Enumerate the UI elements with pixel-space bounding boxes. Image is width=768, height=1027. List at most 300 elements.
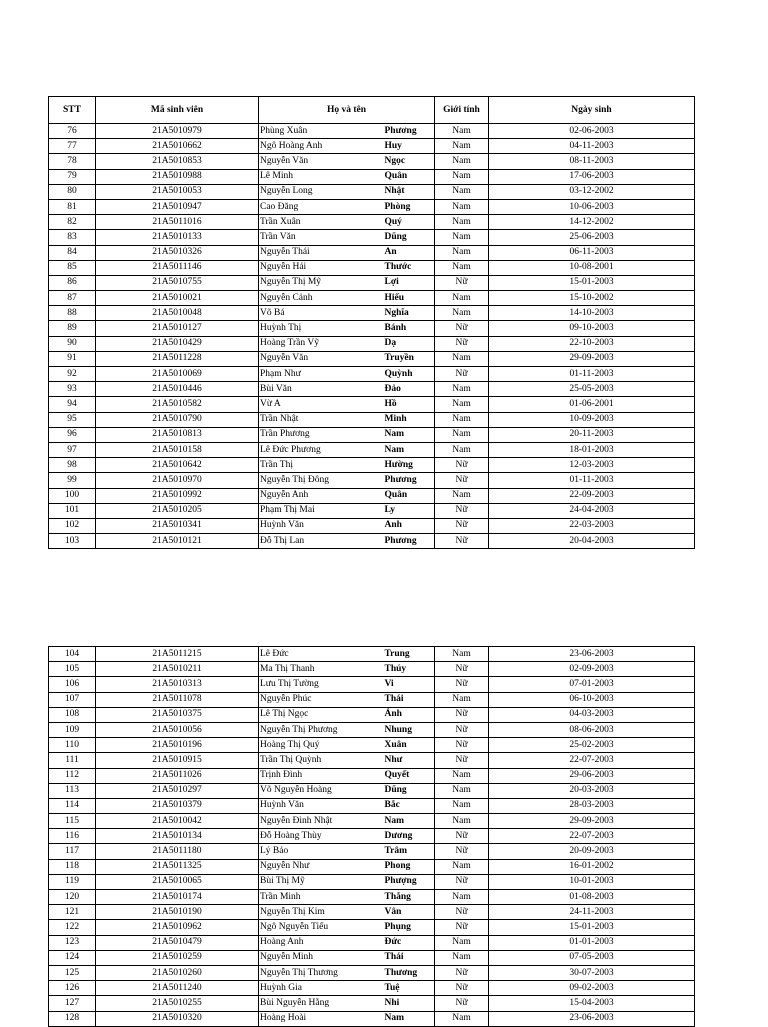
- cell-surname: Phùng Xuân: [259, 124, 383, 139]
- cell-student-id: 21A5011228: [96, 351, 259, 366]
- cell-dob: 17-06-2003: [489, 169, 695, 184]
- table-row: [49, 518, 695, 533]
- cell-given-name: Phương: [383, 473, 435, 488]
- cell-stt: 109: [49, 722, 96, 737]
- cell-stt: 99: [49, 473, 96, 488]
- cell-student-id: 21A5010979: [96, 124, 259, 139]
- cell-gender: Nam: [435, 890, 489, 905]
- cell-student-id: 21A5010662: [96, 139, 259, 154]
- cell-stt: 122: [49, 920, 96, 935]
- cell-surname: Huỳnh Thị: [259, 321, 383, 336]
- table-row: [49, 829, 695, 844]
- cell-dob: 18-01-2003: [489, 442, 695, 457]
- cell-surname: Nguyễn Anh: [259, 488, 383, 503]
- cell-student-id: 21A5010962: [96, 920, 259, 935]
- cell-dob: 23-06-2003: [489, 647, 695, 662]
- cell-gender: Nam: [435, 199, 489, 214]
- cell-dob: 02-09-2003: [489, 662, 695, 677]
- cell-student-id: 21A5010947: [96, 199, 259, 214]
- cell-given-name: Quỳnh: [383, 367, 435, 382]
- table-row: [49, 677, 695, 692]
- cell-student-id: 21A5010053: [96, 184, 259, 199]
- cell-surname: Trần Xuân: [259, 215, 383, 230]
- cell-given-name: Phòng: [383, 199, 435, 214]
- cell-stt: 98: [49, 458, 96, 473]
- cell-dob: 01-08-2003: [489, 890, 695, 905]
- cell-surname: Bùi Thị Mỹ: [259, 874, 383, 889]
- cell-student-id: 21A5010341: [96, 518, 259, 533]
- table-row: [49, 798, 695, 813]
- table-row: [49, 427, 695, 442]
- cell-stt: 79: [49, 169, 96, 184]
- cell-given-name: Bánh: [383, 321, 435, 336]
- cell-surname: Trần Nhật: [259, 412, 383, 427]
- cell-student-id: 21A5010205: [96, 503, 259, 518]
- cell-stt: 95: [49, 412, 96, 427]
- cell-student-id: 21A5010992: [96, 488, 259, 503]
- cell-surname: Ngô Hoàng Anh: [259, 139, 383, 154]
- cell-gender: Nam: [435, 488, 489, 503]
- cell-given-name: Thúy: [383, 662, 435, 677]
- cell-stt: 97: [49, 442, 96, 457]
- cell-dob: 07-05-2003: [489, 950, 695, 965]
- table-row: [49, 169, 695, 184]
- cell-surname: Ma Thị Thanh: [259, 662, 383, 677]
- cell-stt: 118: [49, 859, 96, 874]
- cell-given-name: Hường: [383, 458, 435, 473]
- table-row: [49, 905, 695, 920]
- cell-dob: 24-11-2003: [489, 905, 695, 920]
- cell-stt: 104: [49, 647, 96, 662]
- cell-student-id: 21A5010211: [96, 662, 259, 677]
- cell-given-name: Hồ: [383, 397, 435, 412]
- cell-dob: 09-02-2003: [489, 981, 695, 996]
- cell-given-name: Dũng: [383, 783, 435, 798]
- table-row: [49, 859, 695, 874]
- cell-given-name: Như: [383, 753, 435, 768]
- cell-student-id: 21A5011240: [96, 981, 259, 996]
- table-row: [49, 397, 695, 412]
- cell-surname: Nguyễn Đình Nhật: [259, 814, 383, 829]
- table-row: [49, 844, 695, 859]
- cell-student-id: 21A5010259: [96, 950, 259, 965]
- cell-given-name: Đức: [383, 935, 435, 950]
- cell-given-name: Nhật: [383, 184, 435, 199]
- cell-gender: Nam: [435, 950, 489, 965]
- cell-stt: 126: [49, 981, 96, 996]
- cell-given-name: Dạ: [383, 336, 435, 351]
- table-body: [49, 124, 695, 549]
- student-table-page-1: [48, 96, 695, 549]
- cell-gender: Nam: [435, 783, 489, 798]
- cell-gender: Nữ: [435, 336, 489, 351]
- cell-surname: Nguyễn Thị Phương: [259, 722, 383, 737]
- table-row: [49, 950, 695, 965]
- table-row: [49, 662, 695, 677]
- cell-dob: 03-12-2002: [489, 184, 695, 199]
- cell-given-name: Đảo: [383, 382, 435, 397]
- cell-student-id: 21A5010582: [96, 397, 259, 412]
- cell-surname: Lê Đức Phương: [259, 442, 383, 457]
- cell-surname: Đỗ Thị Lan: [259, 534, 383, 549]
- cell-gender: Nam: [435, 798, 489, 813]
- cell-surname: Hoàng Hoài: [259, 1011, 383, 1026]
- cell-given-name: Phong: [383, 859, 435, 874]
- header-gender: Giới tính: [435, 97, 489, 124]
- cell-surname: Trịnh Đình: [259, 768, 383, 783]
- cell-given-name: Thái: [383, 950, 435, 965]
- table-row: [49, 473, 695, 488]
- cell-gender: Nữ: [435, 722, 489, 737]
- cell-stt: 127: [49, 996, 96, 1011]
- table-header-row: [49, 97, 695, 124]
- cell-student-id: 21A5010479: [96, 935, 259, 950]
- cell-student-id: 21A5010127: [96, 321, 259, 336]
- cell-dob: 01-11-2003: [489, 367, 695, 382]
- cell-given-name: Phụng: [383, 920, 435, 935]
- cell-stt: 105: [49, 662, 96, 677]
- cell-given-name: Quý: [383, 215, 435, 230]
- cell-gender: Nam: [435, 647, 489, 662]
- table-row: [49, 458, 695, 473]
- cell-dob: 01-06-2001: [489, 397, 695, 412]
- cell-surname: Lê Thị Ngọc: [259, 707, 383, 722]
- cell-student-id: 21A5011026: [96, 768, 259, 783]
- table-row: [49, 184, 695, 199]
- cell-student-id: 21A5011146: [96, 260, 259, 275]
- cell-given-name: An: [383, 245, 435, 260]
- cell-surname: Bùi Văn: [259, 382, 383, 397]
- cell-student-id: 21A5010915: [96, 753, 259, 768]
- table-row: [49, 154, 695, 169]
- cell-gender: Nữ: [435, 662, 489, 677]
- cell-stt: 128: [49, 1011, 96, 1026]
- cell-surname: Lưu Thị Tường: [259, 677, 383, 692]
- cell-student-id: 21A5010379: [96, 798, 259, 813]
- cell-dob: 08-06-2003: [489, 722, 695, 737]
- cell-surname: Nguyễn Thái: [259, 245, 383, 260]
- cell-gender: Nam: [435, 184, 489, 199]
- cell-surname: Nguyễn Như: [259, 859, 383, 874]
- cell-dob: 25-06-2003: [489, 230, 695, 245]
- cell-stt: 87: [49, 291, 96, 306]
- cell-stt: 111: [49, 753, 96, 768]
- cell-gender: Nữ: [435, 473, 489, 488]
- cell-dob: 06-10-2003: [489, 692, 695, 707]
- cell-dob: 10-01-2003: [489, 874, 695, 889]
- cell-gender: Nữ: [435, 275, 489, 290]
- cell-dob: 09-10-2003: [489, 321, 695, 336]
- cell-given-name: Ngọc: [383, 154, 435, 169]
- table-row: [49, 367, 695, 382]
- cell-student-id: 21A5011215: [96, 647, 259, 662]
- cell-dob: 23-06-2003: [489, 1011, 695, 1026]
- table-row: [49, 996, 695, 1011]
- cell-student-id: 21A5010313: [96, 677, 259, 692]
- cell-stt: 121: [49, 905, 96, 920]
- cell-surname: Trần Thị: [259, 458, 383, 473]
- cell-given-name: Minh: [383, 412, 435, 427]
- cell-gender: Nữ: [435, 677, 489, 692]
- cell-gender: Nam: [435, 692, 489, 707]
- cell-given-name: Tuệ: [383, 981, 435, 996]
- student-table-page-2: [48, 646, 695, 1027]
- cell-given-name: Thương: [383, 965, 435, 980]
- cell-dob: 24-04-2003: [489, 503, 695, 518]
- cell-stt: 88: [49, 306, 96, 321]
- table-row: [49, 707, 695, 722]
- cell-stt: 115: [49, 814, 96, 829]
- cell-gender: Nam: [435, 169, 489, 184]
- cell-stt: 125: [49, 965, 96, 980]
- cell-stt: 83: [49, 230, 96, 245]
- cell-surname: Lý Bảo: [259, 844, 383, 859]
- cell-dob: 16-01-2002: [489, 859, 695, 874]
- cell-stt: 96: [49, 427, 96, 442]
- cell-gender: Nam: [435, 1011, 489, 1026]
- cell-dob: 04-03-2003: [489, 707, 695, 722]
- cell-stt: 76: [49, 124, 96, 139]
- cell-stt: 84: [49, 245, 96, 260]
- cell-surname: Nguyễn Minh: [259, 950, 383, 965]
- cell-dob: 15-01-2003: [489, 920, 695, 935]
- cell-student-id: 21A5010255: [96, 996, 259, 1011]
- header-stt: STT: [49, 97, 96, 124]
- cell-stt: 124: [49, 950, 96, 965]
- cell-gender: Nữ: [435, 905, 489, 920]
- cell-dob: 20-04-2003: [489, 534, 695, 549]
- cell-stt: 101: [49, 503, 96, 518]
- cell-stt: 92: [49, 367, 96, 382]
- table-row: [49, 692, 695, 707]
- cell-gender: Nam: [435, 260, 489, 275]
- cell-given-name: Quyết: [383, 768, 435, 783]
- cell-surname: Hoàng Anh: [259, 935, 383, 950]
- cell-student-id: 21A5010853: [96, 154, 259, 169]
- cell-surname: Nguyễn Thị Đông: [259, 473, 383, 488]
- cell-student-id: 21A5010069: [96, 367, 259, 382]
- cell-gender: Nữ: [435, 321, 489, 336]
- table-row: [49, 382, 695, 397]
- cell-gender: Nam: [435, 768, 489, 783]
- cell-student-id: 21A5011016: [96, 215, 259, 230]
- cell-given-name: Trung: [383, 647, 435, 662]
- cell-stt: 120: [49, 890, 96, 905]
- cell-gender: Nam: [435, 306, 489, 321]
- cell-surname: Trần Thị Quỳnh: [259, 753, 383, 768]
- cell-gender: Nam: [435, 397, 489, 412]
- table-row: [49, 199, 695, 214]
- cell-student-id: 21A5010196: [96, 738, 259, 753]
- cell-stt: 107: [49, 692, 96, 707]
- cell-dob: 25-02-2003: [489, 738, 695, 753]
- cell-dob: 06-11-2003: [489, 245, 695, 260]
- cell-student-id: 21A5010133: [96, 230, 259, 245]
- cell-given-name: Quân: [383, 169, 435, 184]
- table-row: [49, 306, 695, 321]
- cell-stt: 90: [49, 336, 96, 351]
- cell-given-name: Thước: [383, 260, 435, 275]
- cell-gender: Nữ: [435, 518, 489, 533]
- cell-gender: Nữ: [435, 753, 489, 768]
- cell-student-id: 21A5010042: [96, 814, 259, 829]
- table-row: [49, 874, 695, 889]
- table-row: [49, 722, 695, 737]
- cell-given-name: Anh: [383, 518, 435, 533]
- cell-gender: Nam: [435, 427, 489, 442]
- cell-surname: Huỳnh Văn: [259, 798, 383, 813]
- cell-stt: 100: [49, 488, 96, 503]
- cell-stt: 94: [49, 397, 96, 412]
- cell-dob: 22-07-2003: [489, 829, 695, 844]
- cell-stt: 93: [49, 382, 96, 397]
- cell-stt: 103: [49, 534, 96, 549]
- cell-stt: 82: [49, 215, 96, 230]
- cell-surname: Nguyễn Văn: [259, 351, 383, 366]
- cell-student-id: 21A5010065: [96, 874, 259, 889]
- cell-dob: 01-11-2003: [489, 473, 695, 488]
- header-dob: Ngày sinh: [489, 97, 695, 124]
- table-row: [49, 935, 695, 950]
- table-row: [49, 412, 695, 427]
- cell-student-id: 21A5010056: [96, 722, 259, 737]
- cell-student-id: 21A5010048: [96, 306, 259, 321]
- cell-dob: 14-10-2003: [489, 306, 695, 321]
- cell-student-id: 21A5011325: [96, 859, 259, 874]
- table-row: [49, 647, 695, 662]
- cell-given-name: Xuân: [383, 738, 435, 753]
- table-row: [49, 124, 695, 139]
- cell-gender: Nam: [435, 814, 489, 829]
- cell-dob: 10-09-2003: [489, 412, 695, 427]
- cell-student-id: 21A5010642: [96, 458, 259, 473]
- cell-dob: 07-01-2003: [489, 677, 695, 692]
- cell-given-name: Thắng: [383, 890, 435, 905]
- cell-stt: 89: [49, 321, 96, 336]
- cell-dob: 20-09-2003: [489, 844, 695, 859]
- cell-student-id: 21A5010320: [96, 1011, 259, 1026]
- table-row: [49, 336, 695, 351]
- cell-gender: Nữ: [435, 707, 489, 722]
- cell-student-id: 21A5010190: [96, 905, 259, 920]
- cell-dob: 14-12-2002: [489, 215, 695, 230]
- cell-student-id: 21A5010174: [96, 890, 259, 905]
- cell-dob: 15-04-2003: [489, 996, 695, 1011]
- cell-stt: 86: [49, 275, 96, 290]
- cell-gender: Nam: [435, 139, 489, 154]
- cell-given-name: Nam: [383, 442, 435, 457]
- table-row: [49, 245, 695, 260]
- cell-dob: 20-11-2003: [489, 427, 695, 442]
- cell-surname: Vừ A: [259, 397, 383, 412]
- cell-stt: 77: [49, 139, 96, 154]
- table-body: [49, 647, 695, 1027]
- cell-dob: 22-10-2003: [489, 336, 695, 351]
- cell-stt: 110: [49, 738, 96, 753]
- cell-surname: Phạm Như: [259, 367, 383, 382]
- cell-given-name: Nghĩa: [383, 306, 435, 321]
- cell-given-name: Nhi: [383, 996, 435, 1011]
- cell-dob: 22-09-2003: [489, 488, 695, 503]
- cell-given-name: Nam: [383, 814, 435, 829]
- table-row: [49, 965, 695, 980]
- cell-gender: Nữ: [435, 829, 489, 844]
- cell-stt: 80: [49, 184, 96, 199]
- cell-student-id: 21A5010988: [96, 169, 259, 184]
- cell-gender: Nữ: [435, 920, 489, 935]
- table-row: [49, 260, 695, 275]
- cell-surname: Võ Bá: [259, 306, 383, 321]
- table-row: [49, 890, 695, 905]
- cell-gender: Nam: [435, 215, 489, 230]
- table-row: [49, 768, 695, 783]
- cell-gender: Nam: [435, 859, 489, 874]
- cell-given-name: Nam: [383, 1011, 435, 1026]
- cell-stt: 123: [49, 935, 96, 950]
- cell-dob: 20-03-2003: [489, 783, 695, 798]
- cell-given-name: Phượng: [383, 874, 435, 889]
- cell-given-name: Truyền: [383, 351, 435, 366]
- cell-dob: 29-06-2003: [489, 768, 695, 783]
- cell-gender: Nam: [435, 154, 489, 169]
- cell-gender: Nữ: [435, 996, 489, 1011]
- cell-given-name: Quân: [383, 488, 435, 503]
- cell-dob: 04-11-2003: [489, 139, 695, 154]
- cell-surname: Hoàng Trần Vỹ: [259, 336, 383, 351]
- table-row: [49, 321, 695, 336]
- cell-surname: Huỳnh Văn: [259, 518, 383, 533]
- cell-gender: Nữ: [435, 981, 489, 996]
- cell-dob: 15-10-2002: [489, 291, 695, 306]
- cell-given-name: Vi: [383, 677, 435, 692]
- cell-surname: Bùi Nguyễn Hằng: [259, 996, 383, 1011]
- cell-student-id: 21A5010790: [96, 412, 259, 427]
- cell-student-id: 21A5010429: [96, 336, 259, 351]
- table-row: [49, 814, 695, 829]
- cell-surname: Phạm Thị Mai: [259, 503, 383, 518]
- cell-student-id: 21A5010297: [96, 783, 259, 798]
- cell-surname: Nguyễn Văn: [259, 154, 383, 169]
- table-row: [49, 230, 695, 245]
- table-row: [49, 981, 695, 996]
- cell-surname: Trần Văn: [259, 230, 383, 245]
- cell-student-id: 21A5010260: [96, 965, 259, 980]
- cell-surname: Đỗ Hoàng Thùy: [259, 829, 383, 844]
- cell-dob: 15-01-2003: [489, 275, 695, 290]
- cell-student-id: 21A5010158: [96, 442, 259, 457]
- cell-given-name: Ánh: [383, 707, 435, 722]
- cell-surname: Lê Đức: [259, 647, 383, 662]
- table-row: [49, 753, 695, 768]
- cell-given-name: Thái: [383, 692, 435, 707]
- cell-gender: Nam: [435, 245, 489, 260]
- cell-stt: 119: [49, 874, 96, 889]
- table-row: [49, 783, 695, 798]
- cell-given-name: Phương: [383, 124, 435, 139]
- cell-gender: Nữ: [435, 503, 489, 518]
- table-row: [49, 215, 695, 230]
- cell-stt: 91: [49, 351, 96, 366]
- cell-gender: Nữ: [435, 534, 489, 549]
- table-row: [49, 920, 695, 935]
- cell-gender: Nữ: [435, 367, 489, 382]
- cell-surname: Cao Đăng: [259, 199, 383, 214]
- cell-student-id: 21A5010121: [96, 534, 259, 549]
- cell-given-name: Dương: [383, 829, 435, 844]
- header-full-name: Họ và tên: [259, 97, 435, 124]
- cell-given-name: Lợi: [383, 275, 435, 290]
- cell-given-name: Hiếu: [383, 291, 435, 306]
